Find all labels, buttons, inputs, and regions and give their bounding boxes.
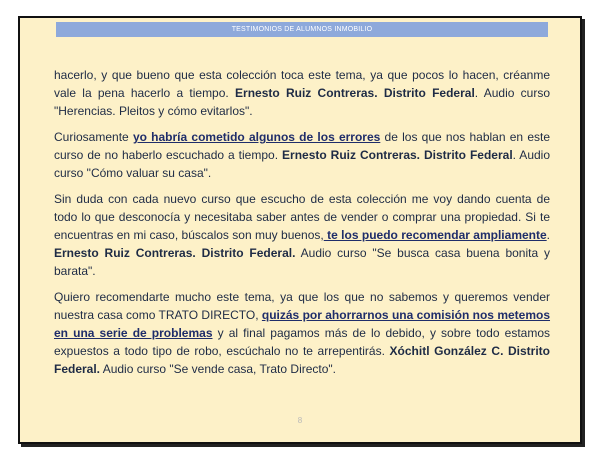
testimonial-text: Sin duda con cada nuevo curso que escucho de esta colección me voy dando cuenta de todo lo que desconocía y necesitaba saber antes de vender o comprar una propiedad. Si te encuentras en mi caso, búscalos son muy buenos, bbox=[54, 192, 550, 242]
testimonial-text: de los que nos hablan en este curso de no haberlo escuchado a tiempo. bbox=[54, 130, 550, 162]
testimonial-author: Ernesto Ruiz Contreras. Distrito Federal bbox=[282, 148, 513, 162]
testimonial-text: . Audio curso "Cómo valuar su casa". bbox=[54, 148, 551, 180]
testimonial-text: hacerlo, y que bueno que esta colección toca este tema, ya que pocos lo hacen, créanme vale la pena hacerlo a tiempo. bbox=[54, 68, 550, 100]
testimonial-paragraph bbox=[54, 288, 550, 378]
testimonial-paragraph bbox=[54, 190, 550, 280]
testimonial-text: Quiero recomendarte mucho este tema, ya que los que no sabemos y queremos vender nuestra casa como TRATO DIRECTO, bbox=[54, 290, 550, 322]
testimonial-highlight: quizás por ahorrarnos una comisión nos metemos en una serie de problemas bbox=[54, 308, 551, 340]
testimonial-paragraph bbox=[54, 128, 550, 182]
page-number: 8 bbox=[297, 416, 303, 425]
testimonial-highlight: te los puedo recomendar ampliamente bbox=[323, 228, 547, 242]
document-page bbox=[18, 16, 582, 444]
testimonial-text: Audio curso "Se busca casa buena bonita y barata". bbox=[54, 246, 550, 278]
testimonial-paragraph bbox=[54, 66, 550, 120]
testimonial-text: Audio curso "Se vende casa, Trato Directo". bbox=[100, 362, 337, 376]
testimonial-text: . bbox=[546, 228, 551, 242]
testimonials-body bbox=[54, 66, 550, 386]
testimonial-text: Curiosamente bbox=[54, 130, 133, 144]
testimonial-text: . Audio curso "Herencias. Pleitos y cómo evitarlos". bbox=[54, 86, 551, 118]
testimonial-highlight: yo habría cometido algunos de los errores bbox=[132, 130, 381, 144]
page-header: TESTIMONIOS DE ALUMNOS INMOBILIO bbox=[56, 22, 548, 37]
testimonial-text: y al final pagamos más de lo debido, y sobre todo estamos expuestos a todo tipo de robo, escúchalo no te arrepentirás. bbox=[54, 326, 550, 358]
testimonial-author: Ernesto Ruiz Contreras. Distrito Federal bbox=[235, 86, 475, 100]
testimonial-author: Xóchitl González C. Distrito Federal. bbox=[54, 344, 551, 376]
testimonial-author: Ernesto Ruiz Contreras. Distrito Federal. bbox=[54, 246, 296, 260]
